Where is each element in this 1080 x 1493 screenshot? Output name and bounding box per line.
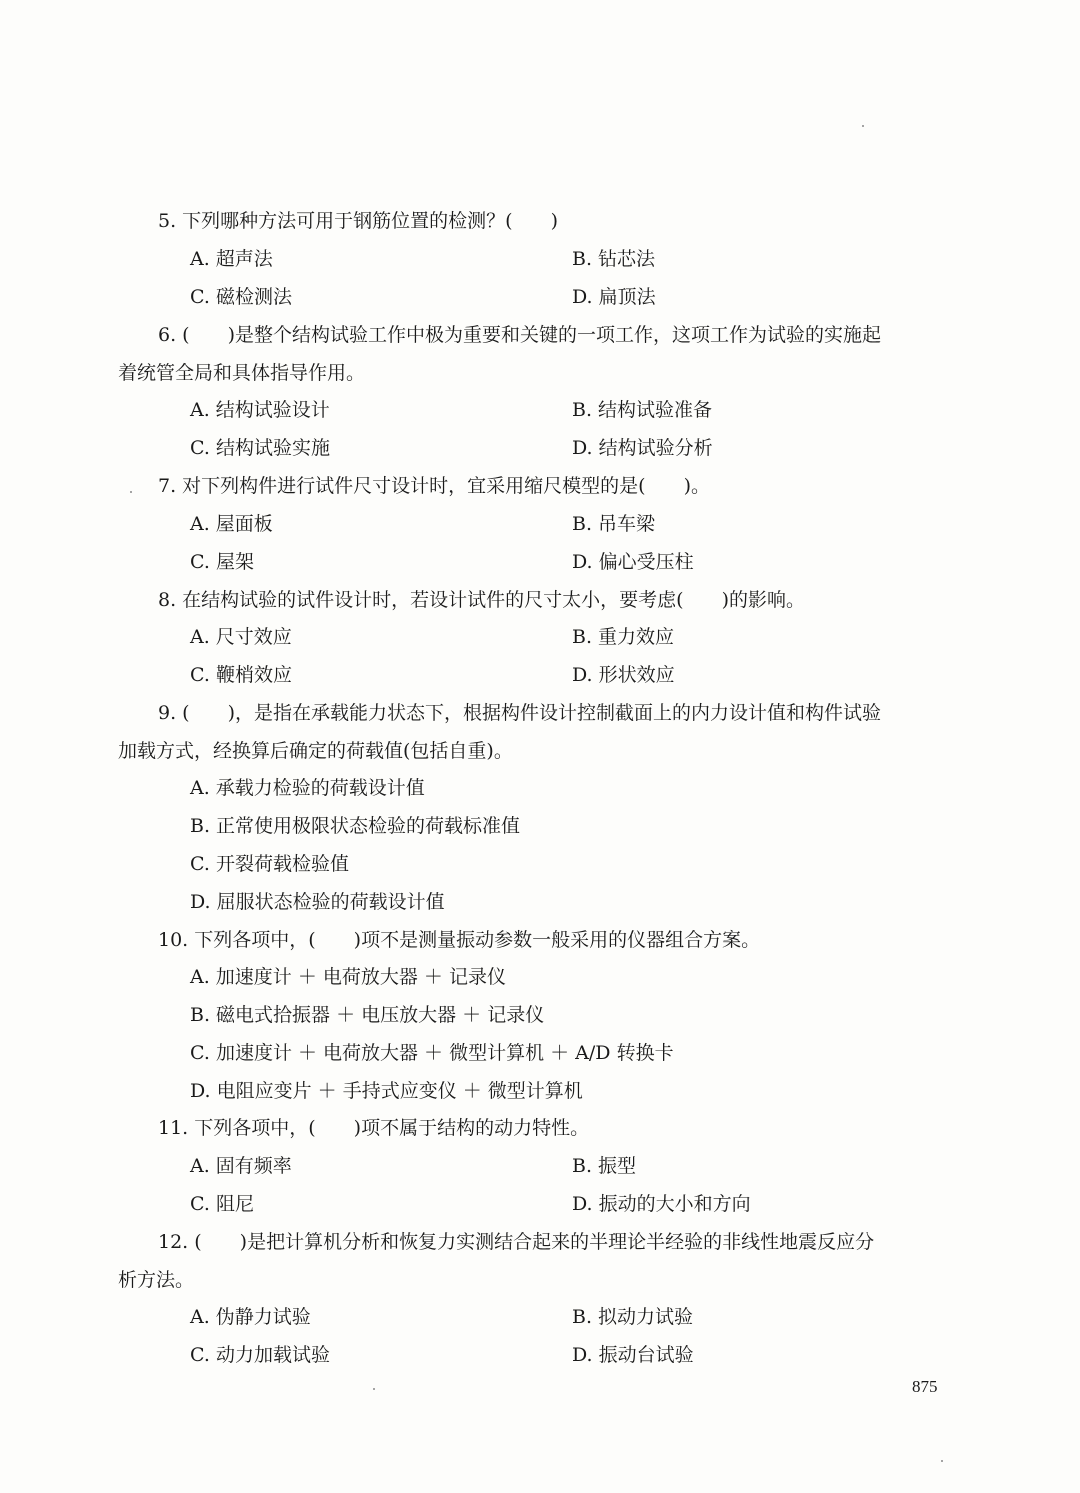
option-c: C. 磁检测法: [190, 286, 292, 308]
question-stem: 7. 对下列构件进行试件尺寸设计时，宜采用缩尺模型的是( )。: [158, 475, 710, 497]
option-d: D. 形状效应: [572, 664, 675, 686]
option-d: D. 振动台试验: [572, 1344, 694, 1366]
option-a: A. 固有频率: [190, 1155, 292, 1177]
question-stem-continued: 析方法。: [118, 1269, 195, 1291]
option-d: D. 电阻应变片 ＋ 手持式应变仪 ＋ 微型计算机: [190, 1080, 583, 1102]
option-a: A. 结构试验设计: [190, 399, 330, 421]
question-stem: 11. 下列各项中，( )项不属于结构的动力特性。: [158, 1117, 590, 1139]
option-b: B. 磁电式拾振器 ＋ 电压放大器 ＋ 记录仪: [190, 1004, 545, 1026]
question-stem-continued: 着统管全局和具体指导作用。: [118, 362, 366, 384]
option-a: A. 屋面板: [190, 513, 273, 535]
scan-speck: [862, 125, 864, 127]
option-b: B. 拟动力试验: [572, 1306, 694, 1328]
question-stem: 10. 下列各项中，( )项不是测量振动参数一般采用的仪器组合方案。: [158, 929, 761, 951]
option-c: C. 阻尼: [190, 1193, 254, 1215]
option-d: D. 结构试验分析: [572, 437, 713, 459]
question-stem: 12. ( )是把计算机分析和恢复力实测结合起来的半理论半经验的非线性地震反应分: [158, 1231, 875, 1253]
option-d: D. 偏心受压柱: [572, 551, 694, 573]
option-b: B. 结构试验准备: [572, 399, 713, 421]
option-a: A. 超声法: [190, 248, 273, 270]
option-c: C. 加速度计 ＋ 电荷放大器 ＋ 微型计算机 ＋ A/D 转换卡: [190, 1042, 674, 1064]
question-stem: 8. 在结构试验的试件设计时，若设计试件的尺寸太小，要考虑( )的影响。: [158, 589, 805, 611]
option-a: A. 尺寸效应: [190, 626, 292, 648]
option-b: B. 重力效应: [572, 626, 675, 648]
option-c: C. 鞭梢效应: [190, 664, 292, 686]
option-c: C. 屋架: [190, 551, 254, 573]
option-d: D. 振动的大小和方向: [572, 1193, 751, 1215]
question-stem-continued: 加载方式，经换算后确定的荷载值(包括自重)。: [118, 740, 513, 762]
option-b: B. 振型: [572, 1155, 637, 1177]
question-stem: 9. ( )，是指在承载能力状态下，根据构件设计控制截面上的内力设计值和构件试验: [158, 702, 881, 724]
scan-speck: [373, 1388, 375, 1390]
option-d: D. 屈服状态检验的荷载设计值: [190, 891, 445, 913]
option-c: C. 开裂荷载检验值: [190, 853, 349, 875]
option-a: A. 伪静力试验: [190, 1306, 311, 1328]
option-b: B. 钻芯法: [572, 248, 656, 270]
option-c: C. 结构试验实施: [190, 437, 330, 459]
option-b: B. 吊车梁: [572, 513, 656, 535]
option-a: A. 承载力检验的荷载设计值: [190, 777, 425, 799]
option-b: B. 正常使用极限状态检验的荷载标准值: [190, 815, 521, 837]
page-number: 875: [912, 1377, 938, 1396]
option-a: A. 加速度计 ＋ 电荷放大器 ＋ 记录仪: [190, 966, 506, 988]
option-c: C. 动力加载试验: [190, 1344, 330, 1366]
scan-speck: [130, 491, 132, 493]
scan-speck: [941, 1460, 943, 1462]
question-stem: 6. ( )是整个结构试验工作中极为重要和关键的一项工作，这项工作为试验的实施起: [158, 324, 881, 346]
question-stem: 5. 下列哪种方法可用于钢筋位置的检测？( ): [158, 210, 558, 232]
option-d: D. 扁顶法: [572, 286, 656, 308]
